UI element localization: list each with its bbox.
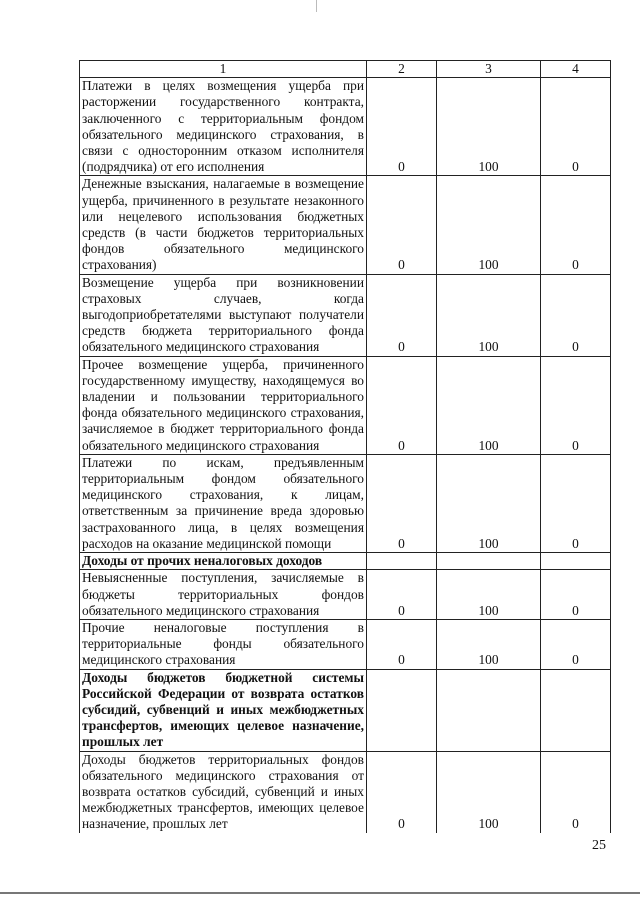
table-row	[80, 619, 611, 669]
value-col-2: 0	[367, 570, 437, 620]
value-col-4: 0	[541, 78, 611, 176]
table-row	[80, 274, 611, 356]
row-description: Прочее возмещение ущерба, причиненного государственному имуществу, находящемуся во владении и пользовании территориального фонда обязательного медицинского страхования, зачисляемое в бюджет территориального фонда обязательного медицинского страхования	[80, 356, 367, 454]
value-col-3: 100	[437, 356, 541, 454]
value-col-2: 0	[367, 176, 437, 274]
column-header-2: 2	[367, 61, 437, 78]
column-header-4: 4	[541, 61, 611, 78]
table-row	[80, 78, 611, 176]
value-col-4: 0	[541, 274, 611, 356]
value-col-3: 100	[437, 78, 541, 176]
value-col-3: 100	[437, 274, 541, 356]
table-row	[80, 454, 611, 552]
value-col-4: 0	[541, 176, 611, 274]
value-col-3: 100	[437, 619, 541, 669]
value-col-2: 0	[367, 78, 437, 176]
value-col-2: 0	[367, 356, 437, 454]
value-col-4: 0	[541, 619, 611, 669]
column-header-1: 1	[80, 61, 367, 78]
value-col-2: 0	[367, 619, 437, 669]
row-description: Невыясненные поступления, зачисляемые в бюджеты территориальных фондов обязательного медицинского страхования	[80, 570, 367, 620]
column-header-3: 3	[437, 61, 541, 78]
value-col-3	[437, 669, 541, 751]
table-row	[80, 176, 611, 274]
table-row	[80, 553, 611, 570]
value-col-4	[541, 553, 611, 570]
table-row	[80, 570, 611, 620]
value-col-4: 0	[541, 356, 611, 454]
table-header-row	[80, 61, 611, 78]
value-col-2: 0	[367, 274, 437, 356]
row-description: Прочие неналоговые поступления в территориальные фонды обязательного медицинского страхования	[80, 619, 367, 669]
bottom-rule	[0, 892, 640, 894]
value-col-2: 0	[367, 751, 437, 833]
value-col-3: 100	[437, 176, 541, 274]
value-col-2: 0	[367, 454, 437, 552]
row-description: Доходы бюджетов территориальных фондов обязательного медицинского страхования от возврата остатков субсидий, субвенций и иных межбюджетных трансфертов, имеющих целевое назначение, прошлых лет	[80, 751, 367, 833]
row-description: Возмещение ущерба при возникновении страховых случаев, когда выгодоприобретателями выступают получатели средств бюджета территориального фонда обязательного медицинского страхования	[80, 274, 367, 356]
scan-mark	[316, 0, 317, 12]
value-col-2	[367, 553, 437, 570]
value-col-3: 100	[437, 570, 541, 620]
table-row	[80, 669, 611, 751]
table-body	[80, 78, 611, 833]
table-row	[80, 356, 611, 454]
value-col-4: 0	[541, 751, 611, 833]
value-col-3: 100	[437, 751, 541, 833]
page-number: 25	[592, 838, 606, 853]
row-description: Доходы бюджетов бюджетной системы Российской Федерации от возврата остатков субсидий, субвенций и иных межбюджетных трансфертов, имеющих целевое назначение, прошлых лет	[80, 669, 367, 751]
value-col-4	[541, 669, 611, 751]
value-col-4: 0	[541, 570, 611, 620]
value-col-3: 100	[437, 454, 541, 552]
row-description: Денежные взыскания, налагаемые в возмещение ущерба, причиненного в результате незаконного или нецелевого использования бюджетных средств (в части бюджетов территориальных фондов обязательного медицинского страхования)	[80, 176, 367, 274]
row-description: Платежи по искам, предъявленным территориальным фондом обязательного медицинского страхования, к лицам, ответственным за причинение вреда здоровью застрахованного лица, в целях возмещения расходов на оказание медицинской помощи	[80, 454, 367, 552]
value-col-4: 0	[541, 454, 611, 552]
row-description: Доходы от прочих неналоговых доходов	[80, 553, 367, 570]
row-description: Платежи в целях возмещения ущерба при расторжении государственного контракта, заключенного с территориальным фондом обязательного медицинского страхования, в связи с односторонним отказом исполнителя (подрядчика) от его исполнения	[80, 78, 367, 176]
value-col-2	[367, 669, 437, 751]
budget-table	[79, 60, 611, 833]
table-row	[80, 751, 611, 833]
value-col-3	[437, 553, 541, 570]
